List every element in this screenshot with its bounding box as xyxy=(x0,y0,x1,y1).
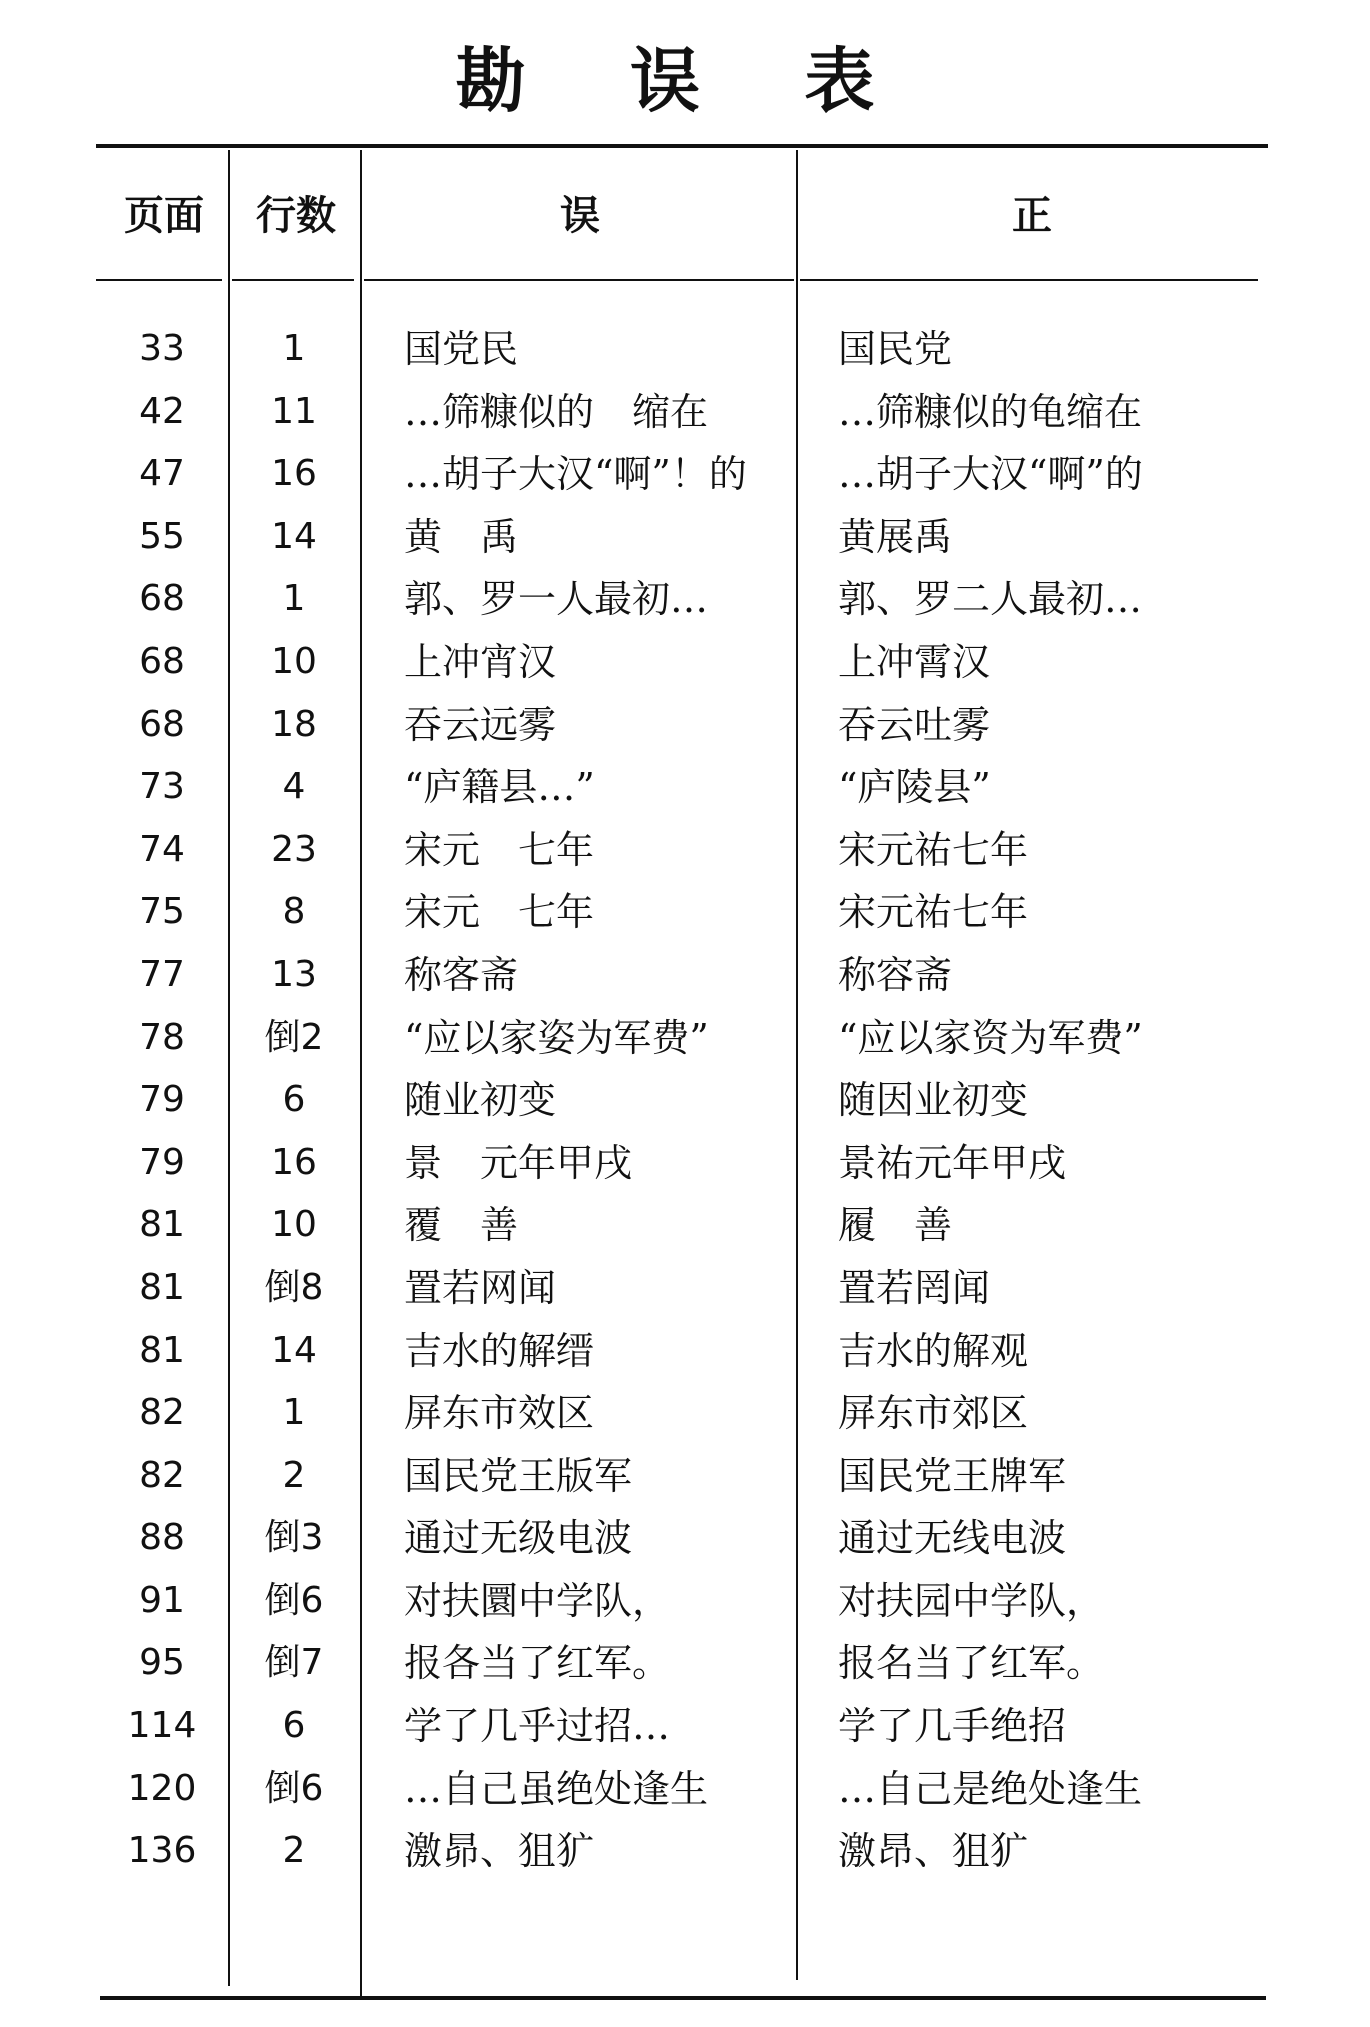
table-row xyxy=(0,443,1370,506)
wrong-cell: 景 元年甲戌 xyxy=(404,1140,633,1185)
wrong-cell: 郭、罗一人最初… xyxy=(404,577,709,622)
wrong-cell: …筛糠似的 缩在 xyxy=(404,389,709,434)
table-row xyxy=(0,819,1370,882)
correct-cell: 学了几手绝招 xyxy=(838,1704,1067,1749)
line-cell: 18 xyxy=(271,703,317,745)
correct-cell: “庐陵县” xyxy=(838,765,991,810)
wrong-cell: 对扶圜中学队， xyxy=(404,1578,671,1623)
page-cell: 78 xyxy=(139,1016,185,1058)
wrong-cell: 覆 善 xyxy=(404,1203,519,1248)
correct-cell: 郭、罗二人最初… xyxy=(838,577,1143,622)
table-row xyxy=(0,1257,1370,1320)
table-row xyxy=(0,318,1370,381)
line-cell: 11 xyxy=(271,390,317,432)
table-row xyxy=(0,1758,1370,1821)
page-cell: 120 xyxy=(127,1767,197,1809)
wrong-cell: 宋元 七年 xyxy=(404,827,595,872)
wrong-cell: “应以家姿为军费” xyxy=(404,1015,709,1060)
line-cell: 倒2 xyxy=(264,1016,324,1058)
wrong-cell: 国民党王版军 xyxy=(404,1453,633,1498)
page-cell: 88 xyxy=(139,1517,185,1559)
table-row xyxy=(0,944,1370,1007)
line-cell: 8 xyxy=(282,891,306,933)
table-row xyxy=(0,1632,1370,1695)
table-row xyxy=(0,1507,1370,1570)
line-cell: 16 xyxy=(271,453,317,495)
page-cell: 79 xyxy=(139,1079,185,1121)
table-row xyxy=(0,1132,1370,1195)
line-cell: 10 xyxy=(271,640,317,682)
wrong-cell: 随业初变 xyxy=(404,1078,557,1123)
page-cell: 47 xyxy=(139,453,185,495)
line-cell: 倒6 xyxy=(264,1579,324,1621)
line-cell: 倒7 xyxy=(264,1642,324,1684)
wrong-cell: …胡子大汉“啊”！的 xyxy=(404,452,747,497)
correct-cell: “应以家资为军费” xyxy=(838,1015,1143,1060)
page-cell: 79 xyxy=(139,1141,185,1183)
wrong-cell: 称客斋 xyxy=(404,952,519,997)
line-cell: 10 xyxy=(271,1204,317,1246)
line-cell: 14 xyxy=(271,1329,317,1371)
page-cell: 68 xyxy=(139,578,185,620)
table-row xyxy=(0,381,1370,444)
table-row xyxy=(0,1007,1370,1070)
page-cell: 74 xyxy=(139,828,185,870)
wrong-cell: 黄 禹 xyxy=(404,514,519,559)
table-row xyxy=(0,568,1370,631)
line-cell: 13 xyxy=(271,953,317,995)
header-line: 行数 xyxy=(256,193,336,239)
page-cell: 81 xyxy=(139,1204,185,1246)
page-cell: 75 xyxy=(139,891,185,933)
table-row xyxy=(0,1069,1370,1132)
page-cell: 68 xyxy=(139,703,185,745)
table-row xyxy=(0,756,1370,819)
correct-cell: …筛糠似的龟缩在 xyxy=(838,389,1143,434)
correct-cell: 置若罔闻 xyxy=(838,1265,991,1310)
wrong-cell: “庐籍县…” xyxy=(404,765,595,810)
page-cell: 81 xyxy=(139,1329,185,1371)
correct-cell: 黄展禹 xyxy=(838,514,953,559)
wrong-cell: 学了几乎过招… xyxy=(404,1704,671,1749)
line-cell: 1 xyxy=(282,328,306,369)
line-cell: 4 xyxy=(282,766,306,808)
header-correct: 正 xyxy=(1012,193,1052,239)
correct-cell: 吉水的解观 xyxy=(838,1328,1029,1373)
line-cell: 2 xyxy=(282,1454,306,1496)
correct-cell: 上冲霄汉 xyxy=(838,639,991,684)
page-cell: 82 xyxy=(139,1392,185,1434)
correct-cell: 国民党王牌军 xyxy=(838,1453,1067,1498)
correct-cell: 屏东市郊区 xyxy=(838,1391,1029,1436)
line-cell: 23 xyxy=(271,828,317,870)
wrong-cell: 置若网闻 xyxy=(404,1265,557,1310)
header-rule-page xyxy=(96,279,222,281)
correct-cell: 随因业初变 xyxy=(838,1078,1029,1123)
line-cell: 1 xyxy=(282,1392,306,1434)
table-row xyxy=(0,1820,1370,1883)
table-row xyxy=(0,631,1370,694)
line-cell: 14 xyxy=(271,515,317,557)
header-wrong: 误 xyxy=(560,193,600,239)
page-cell: 55 xyxy=(139,515,185,557)
page-cell: 81 xyxy=(139,1266,185,1308)
wrong-cell: 吞云远雾 xyxy=(404,702,557,747)
table-row xyxy=(0,694,1370,757)
table-row xyxy=(0,1695,1370,1758)
page-cell: 114 xyxy=(127,1705,197,1747)
correct-cell: 宋元祐七年 xyxy=(838,827,1029,872)
line-cell: 倒6 xyxy=(264,1767,324,1809)
page-cell: 73 xyxy=(139,766,185,808)
line-cell: 1 xyxy=(282,578,306,620)
correct-cell: 通过无线电波 xyxy=(838,1516,1067,1561)
table-row xyxy=(0,1445,1370,1508)
line-cell: 6 xyxy=(282,1079,306,1121)
line-cell: 倒8 xyxy=(264,1266,324,1308)
wrong-cell: 通过无级电波 xyxy=(404,1516,633,1561)
correct-cell: 称容斋 xyxy=(838,952,953,997)
wrong-cell: 屏东市效区 xyxy=(404,1391,595,1436)
correct-cell: …胡子大汉“啊”的 xyxy=(838,452,1143,497)
page-cell: 68 xyxy=(139,640,185,682)
correct-cell: 激昂、狙犷 xyxy=(838,1829,1029,1874)
correct-cell: 吞云吐雾 xyxy=(838,702,991,747)
table-row xyxy=(0,1382,1370,1445)
table-bottom-rule xyxy=(100,1996,1266,2000)
page-cell: 42 xyxy=(139,390,185,432)
table-row xyxy=(0,881,1370,944)
wrong-cell: 吉水的解缙 xyxy=(404,1328,595,1373)
page-cell: 91 xyxy=(139,1579,185,1621)
table-top-rule xyxy=(96,144,1268,148)
correct-cell: …自己是绝处逢生 xyxy=(838,1766,1143,1811)
wrong-cell: 激昴、狙犷 xyxy=(404,1829,595,1874)
wrong-cell: 上冲宵汉 xyxy=(404,639,557,684)
header-page: 页面 xyxy=(124,193,204,239)
wrong-cell: 报各当了红军。 xyxy=(404,1641,671,1686)
page-title: 勘 误 表 xyxy=(455,40,915,122)
page-cell: 82 xyxy=(139,1454,185,1496)
wrong-cell: …自己虽绝处逢生 xyxy=(404,1766,709,1811)
correct-cell: 对扶园中学队， xyxy=(838,1578,1105,1623)
line-cell: 2 xyxy=(282,1830,306,1872)
wrong-cell: 国党民 xyxy=(404,327,519,371)
wrong-cell: 宋元 七年 xyxy=(404,890,595,935)
header-rule-line xyxy=(232,279,354,281)
header-rule-correct xyxy=(800,279,1258,281)
table-row xyxy=(0,1194,1370,1257)
correct-cell: 报名当了红军。 xyxy=(838,1641,1105,1686)
line-cell: 16 xyxy=(271,1141,317,1183)
line-cell: 6 xyxy=(282,1705,306,1747)
page-cell: 77 xyxy=(139,953,185,995)
header-rule-wrong xyxy=(364,279,794,281)
correct-cell: 景祐元年甲戌 xyxy=(838,1140,1067,1185)
page-cell: 33 xyxy=(139,328,185,369)
errata-rows xyxy=(0,318,1370,1883)
correct-cell: 国民党 xyxy=(838,327,953,371)
table-row xyxy=(0,1320,1370,1383)
page-cell: 95 xyxy=(139,1642,185,1684)
page-cell: 136 xyxy=(127,1830,197,1872)
table-row xyxy=(0,506,1370,569)
correct-cell: 宋元祐七年 xyxy=(838,890,1029,935)
table-row xyxy=(0,1570,1370,1633)
correct-cell: 履 善 xyxy=(838,1203,953,1248)
line-cell: 倒3 xyxy=(264,1517,324,1559)
